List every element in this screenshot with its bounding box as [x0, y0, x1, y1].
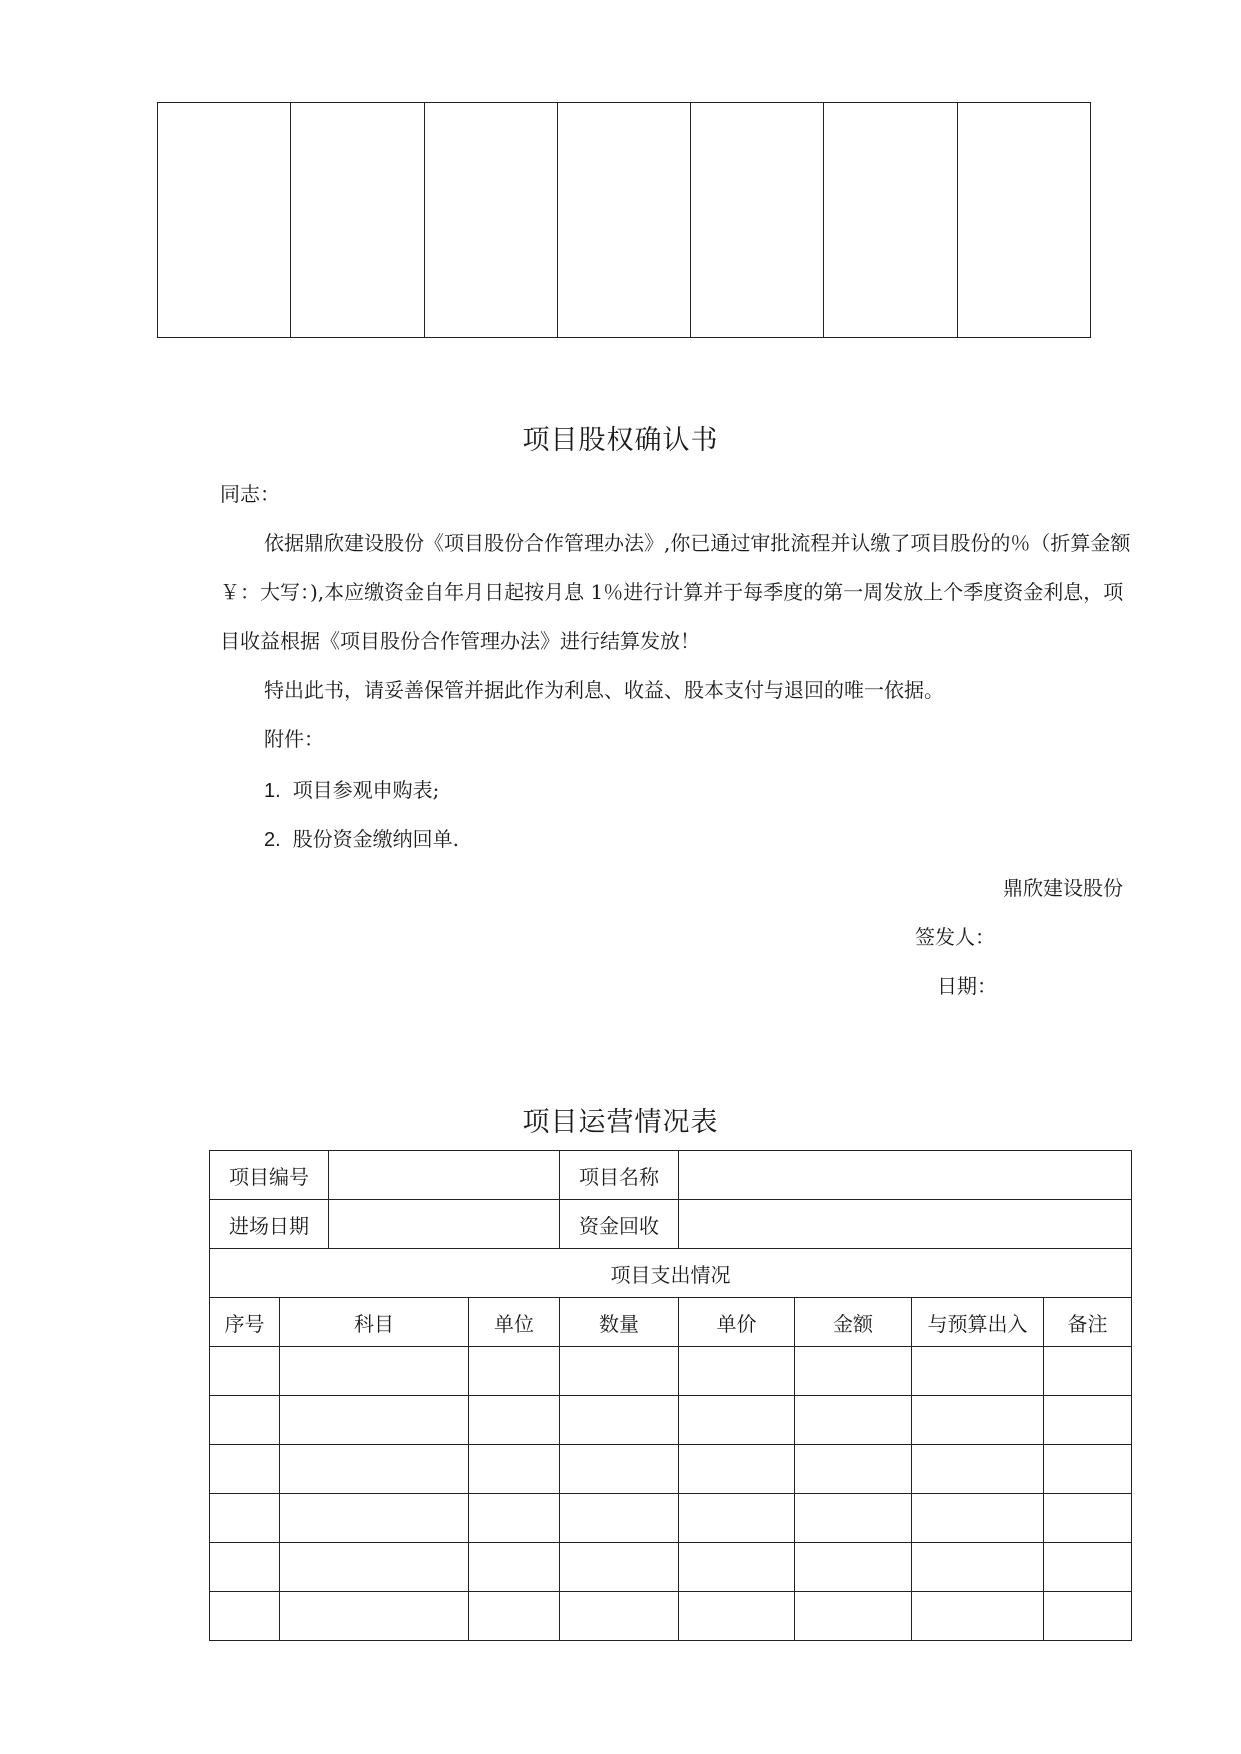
attachments-label: 附件： [264, 727, 324, 751]
table-cell [469, 1543, 560, 1592]
table-cell [679, 1396, 795, 1445]
table-cell [560, 1543, 679, 1592]
body-paragraph: 依据鼎欣建设股份《项目股份合作管理办法》,你已通过审批流程并认缴了项目股份的％（折算金额￥：大写：),本应缴资金自年月日起按月息 1％进行计算并于每季度的第一周发放上个季度资金利息，项目收益根据《项目股份合作管理办法》进行结算发放！ [220, 531, 1131, 653]
table-row [210, 1200, 1132, 1249]
table-cell [1044, 1396, 1132, 1445]
table-cell [679, 1347, 795, 1396]
table-cell [679, 1445, 795, 1494]
operations-title: 项目运营情况表 [522, 1107, 719, 1138]
table-row [210, 1445, 1132, 1494]
certificate-title: 项目股权确认书 [522, 425, 719, 456]
table-cell [795, 1445, 912, 1494]
table-cell [210, 1445, 280, 1494]
salutation: 同志： [220, 482, 280, 506]
fund-recovery-value [679, 1200, 1132, 1249]
table-cell [795, 1592, 912, 1641]
table-cell [957, 103, 1090, 338]
table-cell [210, 1494, 280, 1543]
table-cell [291, 103, 424, 338]
table-cell [912, 1445, 1044, 1494]
signer-label: 签发人： [915, 925, 995, 949]
table-row [210, 1249, 1132, 1298]
table-cell [679, 1592, 795, 1641]
table-cell [912, 1396, 1044, 1445]
table-row [158, 103, 1091, 338]
column-header: 金额 [795, 1298, 912, 1347]
table-row [210, 1347, 1132, 1396]
table-cell [795, 1396, 912, 1445]
table-row [210, 1494, 1132, 1543]
table-cell [557, 103, 690, 338]
notice-paragraph: 特出此书，请妥善保管并据此作为利息、收益、股本支付与退回的唯一依据。 [264, 678, 944, 702]
table-cell [210, 1347, 280, 1396]
table-cell [469, 1494, 560, 1543]
entry-date-label: 进场日期 [210, 1200, 329, 1249]
table-row [210, 1592, 1132, 1641]
table-cell [280, 1494, 469, 1543]
table-cell [1044, 1445, 1132, 1494]
table-cell [912, 1592, 1044, 1641]
table-cell [280, 1347, 469, 1396]
table-header-row [210, 1298, 1132, 1347]
list-item-number: 1. [264, 780, 281, 802]
list-item [264, 775, 439, 806]
column-header: 单价 [679, 1298, 795, 1347]
company-name: 鼎欣建设股份 [1003, 876, 1123, 900]
column-header: 备注 [1044, 1298, 1132, 1347]
table-row [210, 1151, 1132, 1200]
table-cell [560, 1396, 679, 1445]
table-cell [795, 1347, 912, 1396]
table-cell [210, 1543, 280, 1592]
table-cell [280, 1396, 469, 1445]
table-cell [1044, 1592, 1132, 1641]
table-cell [912, 1494, 1044, 1543]
table-cell [1044, 1494, 1132, 1543]
fund-recovery-label: 资金回收 [560, 1200, 679, 1249]
table-cell [912, 1347, 1044, 1396]
table-cell [560, 1347, 679, 1396]
project-name-value [679, 1151, 1132, 1200]
table-cell [560, 1494, 679, 1543]
table-cell [210, 1396, 280, 1445]
table-cell [824, 103, 957, 338]
entry-date-value [329, 1200, 560, 1249]
table-row [210, 1396, 1132, 1445]
table-cell [469, 1347, 560, 1396]
table-cell [679, 1494, 795, 1543]
table-cell [1044, 1543, 1132, 1592]
table-cell [912, 1543, 1044, 1592]
column-header: 科目 [280, 1298, 469, 1347]
project-no-value [329, 1151, 560, 1200]
list-item-text: 股份资金缴纳回单. [292, 827, 460, 851]
table-cell [424, 103, 557, 338]
table-cell [210, 1592, 280, 1641]
table-cell [280, 1445, 469, 1494]
project-no-label: 项目编号 [210, 1151, 329, 1200]
table-cell [280, 1543, 469, 1592]
table-cell [280, 1592, 469, 1641]
expenditure-header: 项目支出情况 [210, 1249, 1132, 1298]
column-header: 与预算出入 [912, 1298, 1044, 1347]
table-cell [560, 1592, 679, 1641]
list-item [264, 824, 459, 855]
top-empty-table [157, 102, 1091, 338]
column-header: 数量 [560, 1298, 679, 1347]
column-header: 序号 [210, 1298, 280, 1347]
table-cell [795, 1543, 912, 1592]
date-label: 日期： [937, 974, 997, 998]
table-cell [469, 1445, 560, 1494]
table-cell [691, 103, 824, 338]
table-cell [795, 1494, 912, 1543]
table-cell [469, 1396, 560, 1445]
column-header: 单位 [469, 1298, 560, 1347]
list-item-number: 2. [264, 829, 281, 851]
table-cell [560, 1445, 679, 1494]
table-cell [469, 1592, 560, 1641]
project-name-label: 项目名称 [560, 1151, 679, 1200]
table-cell [679, 1543, 795, 1592]
table-row [210, 1543, 1132, 1592]
table-cell [1044, 1347, 1132, 1396]
list-item-text: 项目参观申购表; [292, 778, 440, 802]
table-cell [158, 103, 291, 338]
operations-table [209, 1150, 1132, 1641]
